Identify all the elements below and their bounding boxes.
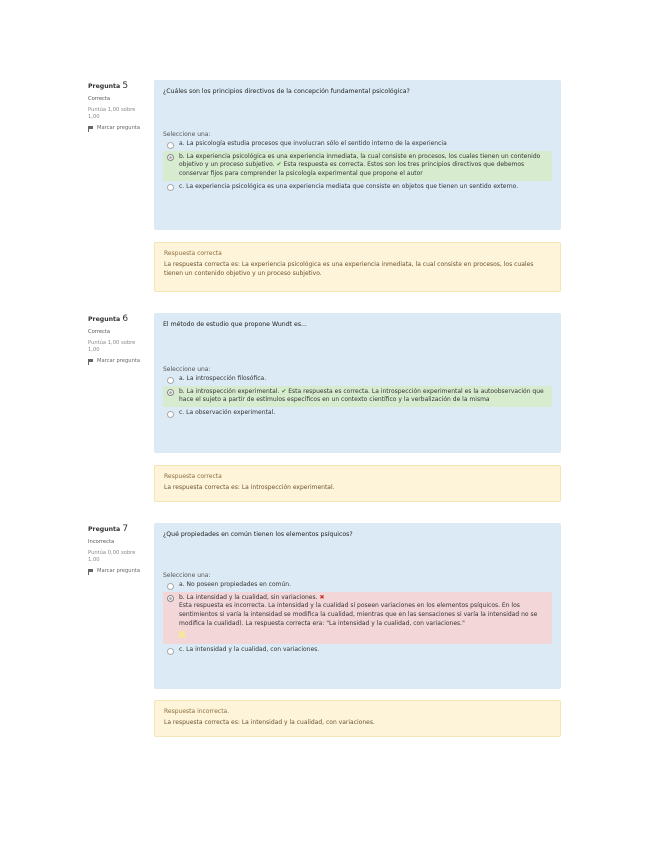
question-number: Pregunta 6: [88, 314, 129, 324]
question-5: [88, 80, 563, 300]
feedback-title: Respuesta correcta: [164, 473, 222, 480]
select-prompt: Seleccione una:: [163, 572, 211, 579]
cross-icon: ✖: [319, 593, 325, 601]
feedback-title: Respuesta incorrecta.: [164, 708, 230, 715]
radio-button[interactable]: [167, 411, 174, 418]
question-content: [154, 313, 561, 453]
radio-button[interactable]: [167, 184, 174, 191]
answer-option-a[interactable]: a. La introspección filosófica.: [163, 373, 552, 386]
question-state: Correcta: [88, 95, 111, 102]
question-info: [88, 523, 148, 576]
flag-question-button[interactable]: Marcar pregunta: [88, 125, 148, 132]
radio-button[interactable]: [167, 648, 174, 655]
question-content: [154, 80, 561, 230]
answer-option-c[interactable]: c. La intensidad y la cualidad, con variaciones.: [163, 644, 552, 657]
question-info: [88, 313, 148, 366]
general-feedback: [154, 242, 561, 292]
answer-option-b[interactable]: b. La introspección experimental. ✔ Esta respuesta es correcta. La introspección experimental es la autoobservación que hace el sujeto a partir de estímulos específicos en un contexto científico y la verbalización de la misma: [163, 386, 552, 407]
radio-button[interactable]: [167, 154, 174, 161]
answer-feedback: Esta respuesta es correcta. Estos son los tres principios directivos que debemos conservar fijos para comprender la psicología experimental que propone el autor: [179, 161, 525, 178]
check-icon: ✔: [281, 387, 287, 395]
radio-button[interactable]: [167, 595, 174, 602]
answer-option-c[interactable]: c. La experiencia psicológica es una experiencia mediata que consiste en objetos que tienen un sentido externo.: [163, 181, 552, 194]
question-6: [88, 313, 563, 503]
feedback-text: La respuesta correcta es: La introspección experimental.: [164, 484, 335, 491]
feedback-title: Respuesta correcta: [164, 250, 222, 257]
answer-option-a[interactable]: a. La psicología estudia procesos que involucran sólo el sentido interno de la experiencia: [163, 138, 552, 151]
select-prompt: Seleccione una:: [163, 366, 211, 373]
question-state: Incorrecta: [88, 538, 115, 545]
question-number: Pregunta 7: [88, 524, 129, 534]
question-text: El método de estudio que propone Wundt es...: [163, 321, 307, 328]
general-feedback: [154, 700, 561, 737]
question-number: Pregunta 5: [88, 81, 129, 91]
question-state: Correcta: [88, 328, 111, 335]
answer-option-b[interactable]: b. La experiencia psicológica es una experiencia inmediata, la cual consiste en procesos, los cuales tienen un contenido objetivo y un proceso subjetivo. ✔ Esta respuesta es correcta. Estos son los tres principios directivos que debemos conservar fijos para comprender la psicología experimental que propone el autor: [163, 151, 552, 181]
check-icon: ✔: [276, 161, 282, 169]
answer-feedback: Esta respuesta es incorrecta. La intensidad y la cualidad sí poseen variaciones en los elementos psíquicos. En los sentimientos si varía la intensidad se modifica la cualidad, mientras que en las sensaciones si varía la intensidad no se modifica la cualidad). La respuesta correcta era: "La intensidad y la cualidad, con variaciones.": [179, 602, 538, 627]
answer-option-b[interactable]: b. La intensidad y la cualidad, sin variaciones. ✖ Esta respuesta es incorrecta. La intensidad y la cualidad sí poseen variaciones en los elementos psíquicos. En los sentimientos si varía la intensidad se modifica la cualidad, mientras que en las sensaciones si varía la intensidad no se modifica la cualidad). La respuesta correcta era: "La intensidad y la cualidad, con variaciones.": [163, 592, 552, 644]
question-grade: Puntúa 0,00 sobre 1,00: [88, 549, 136, 564]
question-grade: Puntúa 1,00 sobre 1,00: [88, 339, 136, 354]
question-grade: Puntúa 1,00 sobre 1,00: [88, 106, 136, 121]
general-feedback: [154, 465, 561, 502]
select-prompt: Seleccione una:: [163, 131, 211, 138]
answer-feedback: Esta respuesta es correcta. La introspección experimental es la autoobservación que hace el sujeto a partir de estímulos específicos en un contexto científico y la verbalización de la misma: [179, 387, 544, 404]
flag-icon: [88, 126, 94, 132]
flag-icon: [88, 569, 94, 575]
question-content: [154, 523, 561, 689]
radio-button[interactable]: [167, 389, 174, 396]
question-text: ¿Cuáles son los principios directivos de la concepción fundamental psicológica?: [163, 88, 410, 95]
radio-button[interactable]: [167, 583, 174, 590]
flag-question-button[interactable]: Marcar pregunta: [88, 358, 148, 365]
answer-option-c[interactable]: c. La observación experimental.: [163, 407, 552, 420]
question-info: [88, 80, 148, 133]
question-7: [88, 523, 563, 743]
radio-button[interactable]: [167, 377, 174, 384]
answer-option-a[interactable]: a. No poseen propiedades en común.: [163, 579, 552, 592]
feedback-text: La respuesta correcta es: La experiencia psicológica es una experiencia inmediata, la cual consiste en procesos, los cuales tienen un contenido objetivo y un proceso subjetivo.: [164, 261, 534, 277]
flag-question-button[interactable]: Marcar pregunta: [88, 568, 148, 575]
feedback-text: La respuesta correcta es: La intensidad y la cualidad, con variaciones.: [164, 719, 375, 726]
flag-icon: [88, 359, 94, 365]
highlight-mark: [179, 631, 185, 638]
radio-button[interactable]: [167, 142, 174, 149]
question-text: ¿Qué propiedades en común tienen los elementos psíquicos?: [163, 531, 353, 538]
